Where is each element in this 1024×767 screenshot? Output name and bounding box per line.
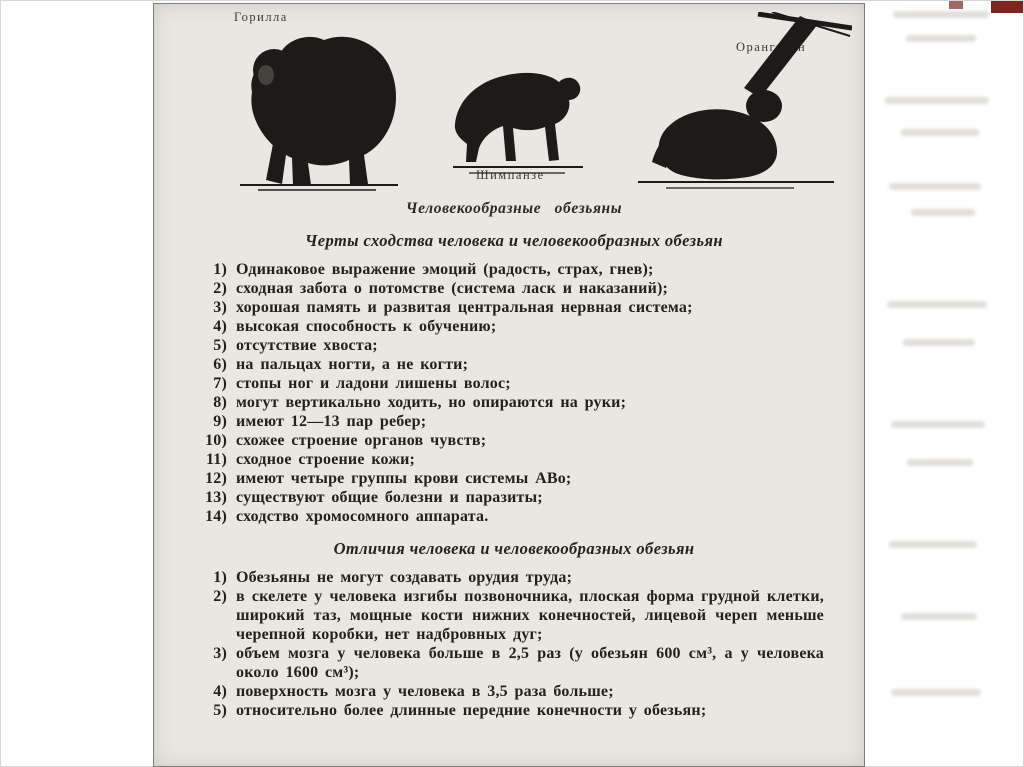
figure-caption: Человекообразные обезьяны bbox=[405, 200, 623, 217]
list-item bbox=[204, 431, 824, 450]
item-number: 12) bbox=[205, 470, 227, 487]
list-item bbox=[204, 412, 824, 431]
list-item bbox=[204, 355, 824, 374]
gorilla-label: Горилла bbox=[234, 10, 288, 24]
list-item bbox=[204, 701, 824, 720]
item-number: 7) bbox=[213, 375, 227, 392]
item-text: могут вертикально ходить, но опираются на руки; bbox=[236, 394, 627, 411]
list-item bbox=[204, 507, 824, 526]
list-item bbox=[204, 374, 824, 393]
gorilla-illustration bbox=[222, 22, 422, 192]
ape-illustrations bbox=[204, 4, 824, 192]
item-number: 8) bbox=[213, 394, 227, 411]
item-number: 10) bbox=[205, 432, 227, 449]
orangutan-label: Орангутан bbox=[736, 40, 807, 54]
item-text: отсутствие хвоста; bbox=[236, 337, 378, 354]
item-number: 11) bbox=[205, 451, 227, 468]
chimpanzee-label: Шимпанзе bbox=[476, 168, 545, 182]
item-text: существуют общие болезни и паразиты; bbox=[236, 489, 543, 506]
list-item bbox=[204, 336, 824, 355]
item-text: имеют четыре группы крови системы АВо; bbox=[236, 470, 572, 487]
item-text: в скелете у человека изгибы позвоночника, плоская форма грудной клетки, широкий таз, мощные кости нижних конечностей, лицевой череп меньше черепной коробки, нет надбровных дуг; bbox=[236, 588, 824, 643]
item-number: 4) bbox=[213, 318, 227, 335]
item-number: 13) bbox=[205, 489, 227, 506]
item-number: 2) bbox=[213, 588, 227, 605]
item-text: сходное строение кожи; bbox=[236, 451, 416, 468]
similarities-heading: Черты сходства человека и человекообразных обезьян bbox=[305, 231, 723, 250]
list-item bbox=[204, 682, 824, 701]
list-item bbox=[204, 298, 824, 317]
chimpanzee-illustration bbox=[439, 32, 599, 177]
item-text: имеют 12—13 пар ребер; bbox=[236, 413, 427, 430]
slide-corner-mark-small bbox=[949, 1, 963, 9]
list-item bbox=[204, 450, 824, 469]
item-number: 9) bbox=[213, 413, 227, 430]
differences-heading: Отличия человека и человекообразных обезьян bbox=[333, 539, 695, 558]
item-number: 1) bbox=[213, 261, 227, 278]
item-text: Обезьяны не могут создавать орудия труда; bbox=[236, 569, 573, 586]
item-number: 6) bbox=[213, 356, 227, 373]
orangutan-illustration bbox=[612, 12, 852, 192]
item-number: 2) bbox=[213, 280, 227, 297]
list-item bbox=[204, 393, 824, 412]
item-text: поверхность мозга у человека в 3,5 раза больше; bbox=[236, 683, 614, 700]
item-number: 3) bbox=[213, 645, 227, 662]
item-text: Одинаковое выражение эмоций (радость, страх, гнев); bbox=[236, 261, 654, 278]
similarities-list bbox=[204, 260, 824, 526]
item-text: хорошая память и развитая центральная нервная система; bbox=[236, 299, 693, 316]
item-number: 4) bbox=[213, 683, 227, 700]
item-text: относительно более длинные передние конечности у обезьян; bbox=[236, 702, 707, 719]
item-text: сходная забота о потомстве (система ласк и наказаний); bbox=[236, 280, 669, 297]
item-text: стопы ног и ладони лишены волос; bbox=[236, 375, 511, 392]
list-item bbox=[204, 587, 824, 644]
list-item bbox=[204, 568, 824, 587]
item-text: схожее строение органов чувств; bbox=[236, 432, 487, 449]
item-number: 5) bbox=[213, 702, 227, 719]
list-item bbox=[204, 317, 824, 336]
list-item bbox=[204, 488, 824, 507]
list-item bbox=[204, 279, 824, 298]
item-number: 5) bbox=[213, 337, 227, 354]
list-item bbox=[204, 469, 824, 488]
scanned-page bbox=[153, 3, 865, 767]
item-text: высокая способность к обучению; bbox=[236, 318, 497, 335]
item-number: 14) bbox=[205, 508, 227, 525]
slide-corner-mark bbox=[991, 1, 1023, 13]
item-number: 1) bbox=[213, 569, 227, 586]
item-number: 3) bbox=[213, 299, 227, 316]
differences-list bbox=[204, 568, 824, 720]
list-item bbox=[204, 644, 824, 682]
item-text: объем мозга у человека больше в 2,5 раз (у обезьян 600 см³, а у человека около 1600 см³); bbox=[236, 645, 824, 681]
item-text: сходство хромосомного аппарата. bbox=[236, 508, 489, 525]
item-text: на пальцах ногти, а не когти; bbox=[236, 356, 469, 373]
list-item bbox=[204, 260, 824, 279]
